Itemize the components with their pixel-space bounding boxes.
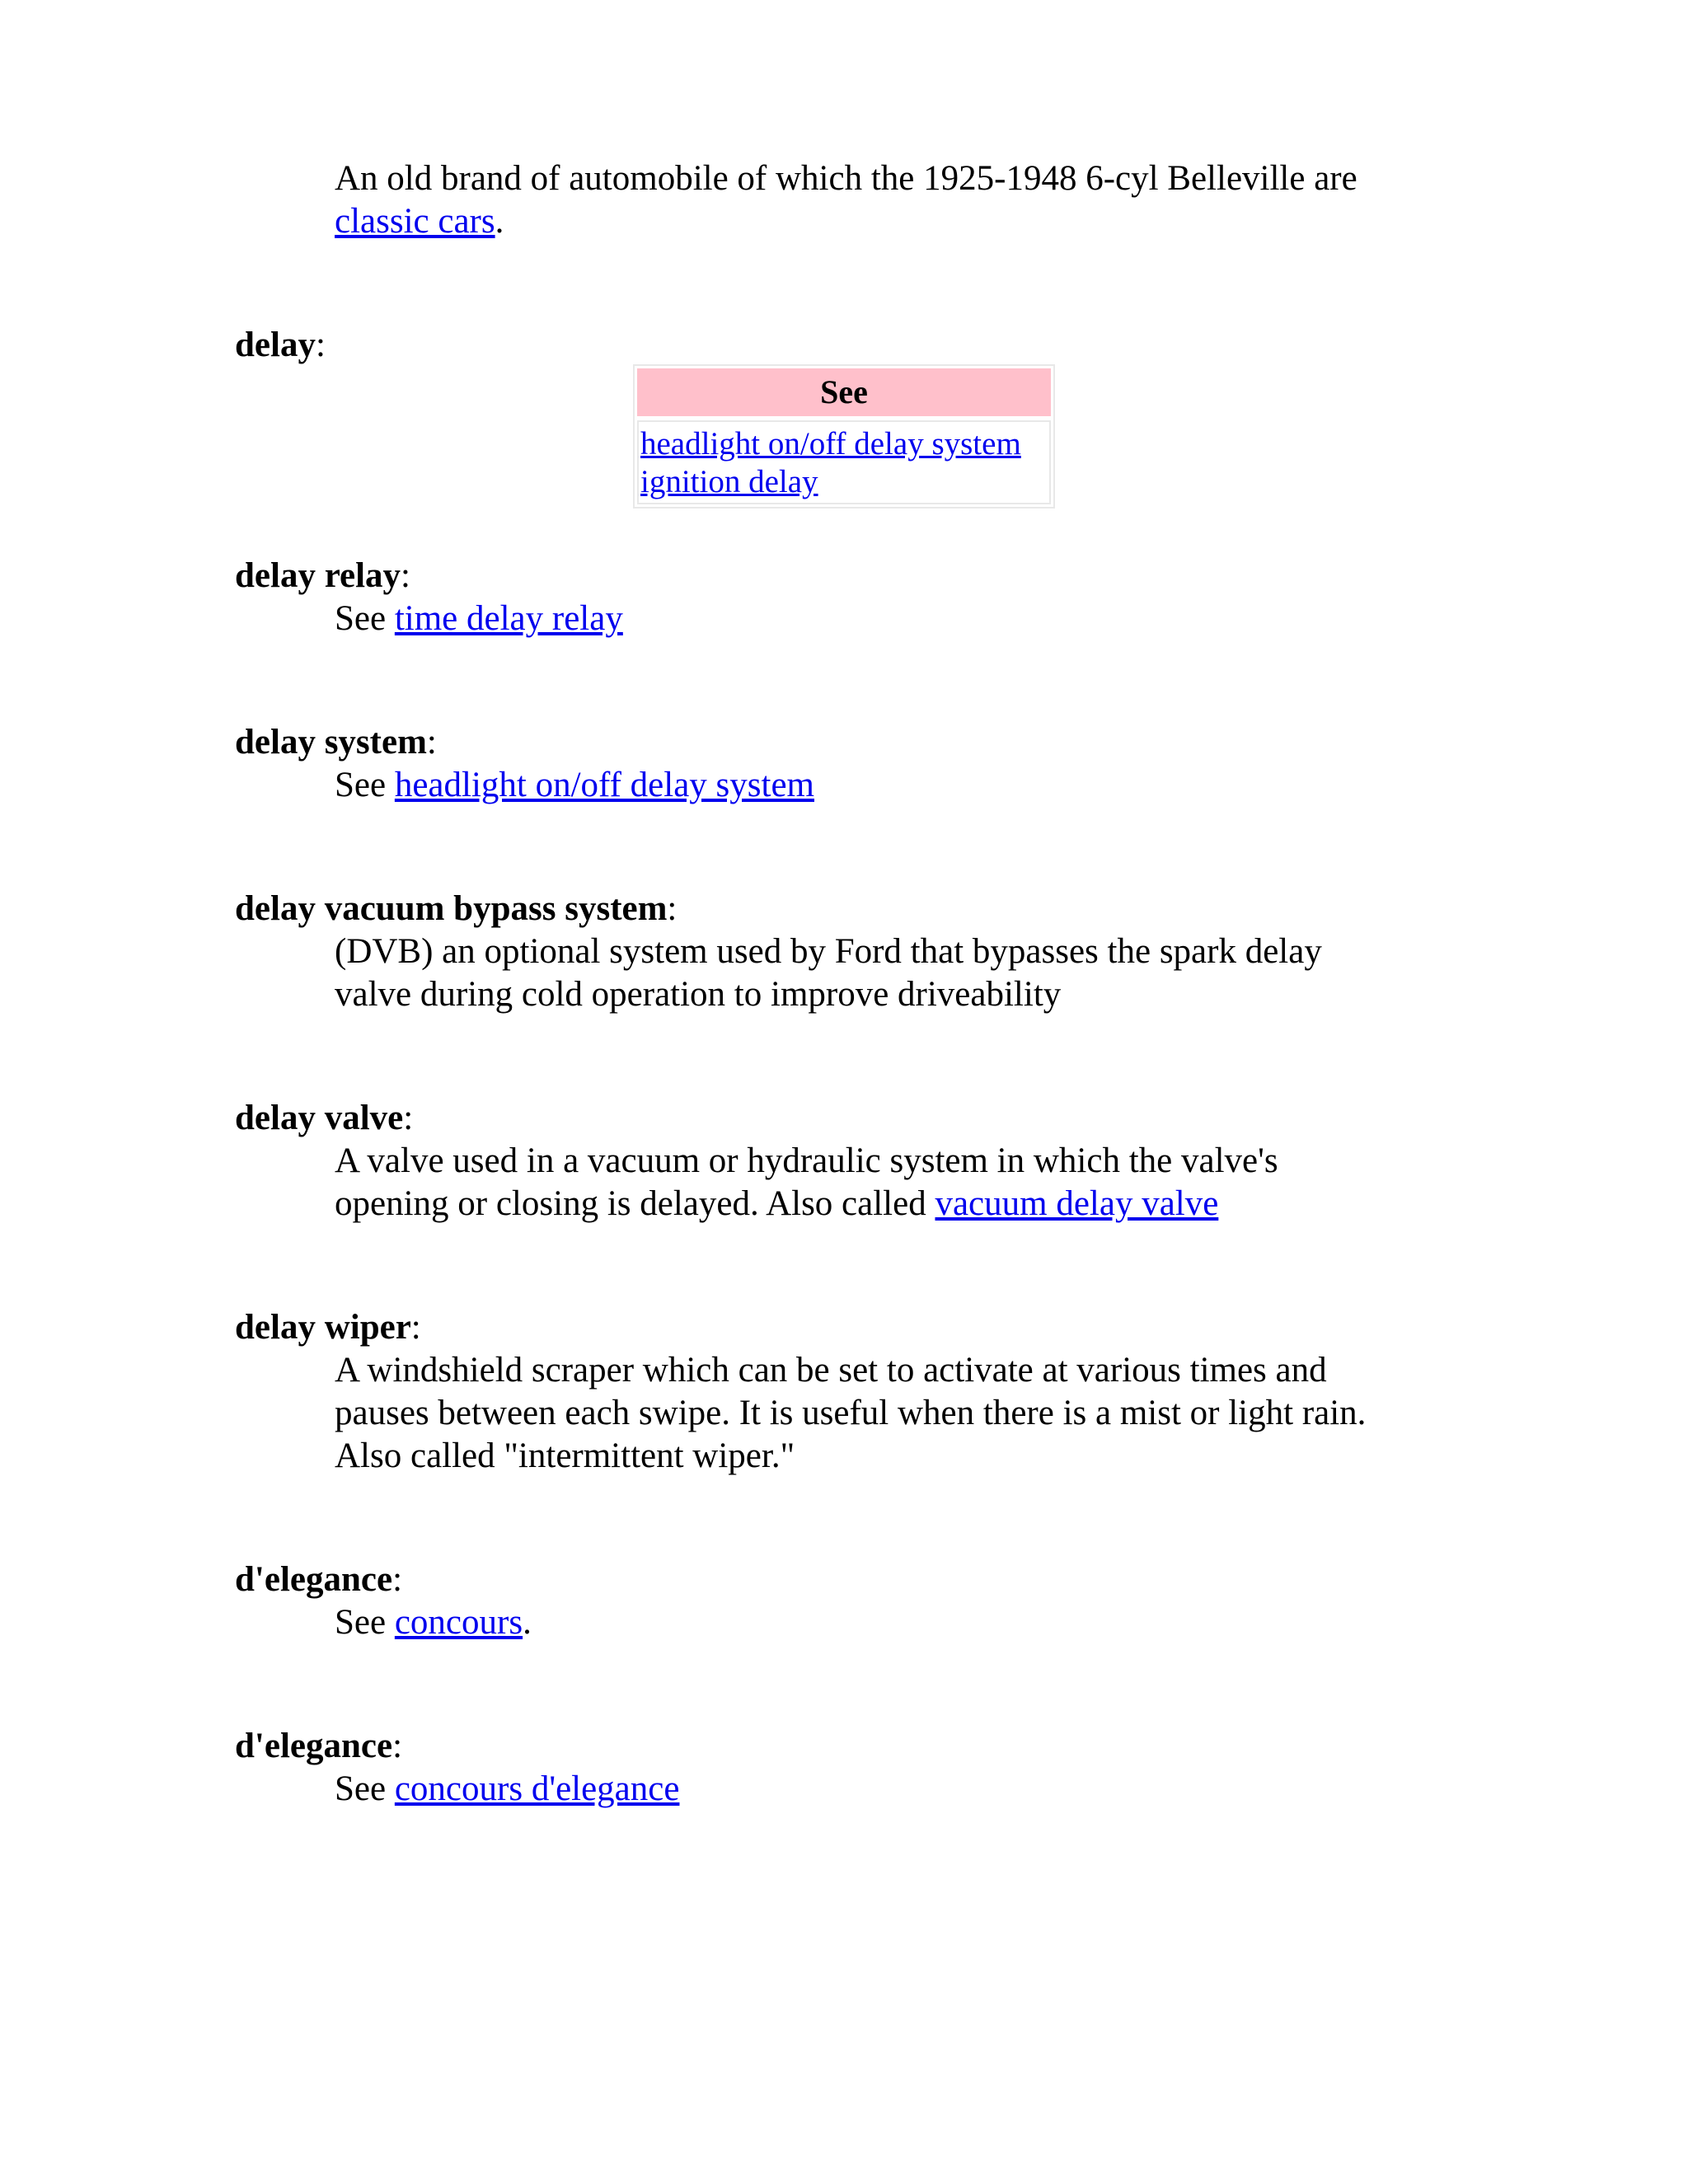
definition-line: A windshield scraper which can be set to activate at various times and — [335, 1351, 1327, 1390]
definition-line: pauses between each swipe. It is useful when there is a mist or light rain. — [335, 1394, 1367, 1432]
term-delay-relay: delay relay: — [235, 556, 410, 595]
definition-delegance: See concours. — [335, 1603, 532, 1642]
definition-delay-system: See headlight on/off delay system — [335, 766, 814, 804]
definition-delay-vacuum-bypass-system — [335, 930, 1489, 1016]
definition-delay-relay: See time delay relay — [335, 599, 623, 638]
link-ignition-delay[interactable]: ignition delay — [640, 464, 818, 499]
definition-delegance: See concours d'elegance — [335, 1769, 680, 1808]
see-also-header: See — [637, 368, 1051, 416]
link-headlight-on-off-delay-system[interactable]: headlight on/off delay system — [640, 426, 1021, 462]
term-delay-vacuum-bypass-system: delay vacuum bypass system: — [235, 889, 678, 928]
see-also-table — [633, 364, 1055, 509]
see-also-links — [637, 420, 1051, 504]
link-time-delay-relay[interactable]: time delay relay — [394, 599, 623, 638]
term-delegance: d'elegance: — [235, 1560, 403, 1599]
definition-line: (DVB) an optional system used by Ford that bypasses the spark delay — [335, 932, 1322, 971]
belleville-definition — [335, 157, 1489, 243]
term-delay-system: delay system: — [235, 723, 437, 762]
definition-delay-wiper — [335, 1349, 1489, 1478]
link-classic-cars[interactable]: classic cars — [335, 202, 495, 241]
link-concours[interactable]: concours — [394, 1603, 523, 1642]
link-vacuum-delay-valve[interactable]: vacuum delay valve — [935, 1184, 1219, 1223]
link-headlight-on-off-delay-system[interactable]: headlight on/off delay system — [394, 766, 814, 804]
term-delegance: d'elegance: — [235, 1727, 403, 1765]
term-delay: delay: — [235, 326, 326, 364]
definition-line: valve during cold operation to improve driveability — [335, 975, 1062, 1014]
term-delay-valve: delay valve: — [235, 1099, 414, 1137]
definition-line: classic cars. — [335, 202, 504, 241]
definition-line: An old brand of automobile of which the 1925-1948 6-cyl Belleville are — [335, 159, 1357, 198]
definition-delay-valve — [335, 1140, 1489, 1226]
link-concours-delegance[interactable]: concours d'elegance — [394, 1769, 680, 1808]
definition-line: Also called "intermittent wiper." — [335, 1436, 795, 1475]
definition-line: opening or closing is delayed. Also called vacuum delay valve — [335, 1184, 1219, 1223]
term-delay-wiper: delay wiper: — [235, 1308, 421, 1347]
definition-line: A valve used in a vacuum or hydraulic system in which the valve's — [335, 1141, 1278, 1180]
